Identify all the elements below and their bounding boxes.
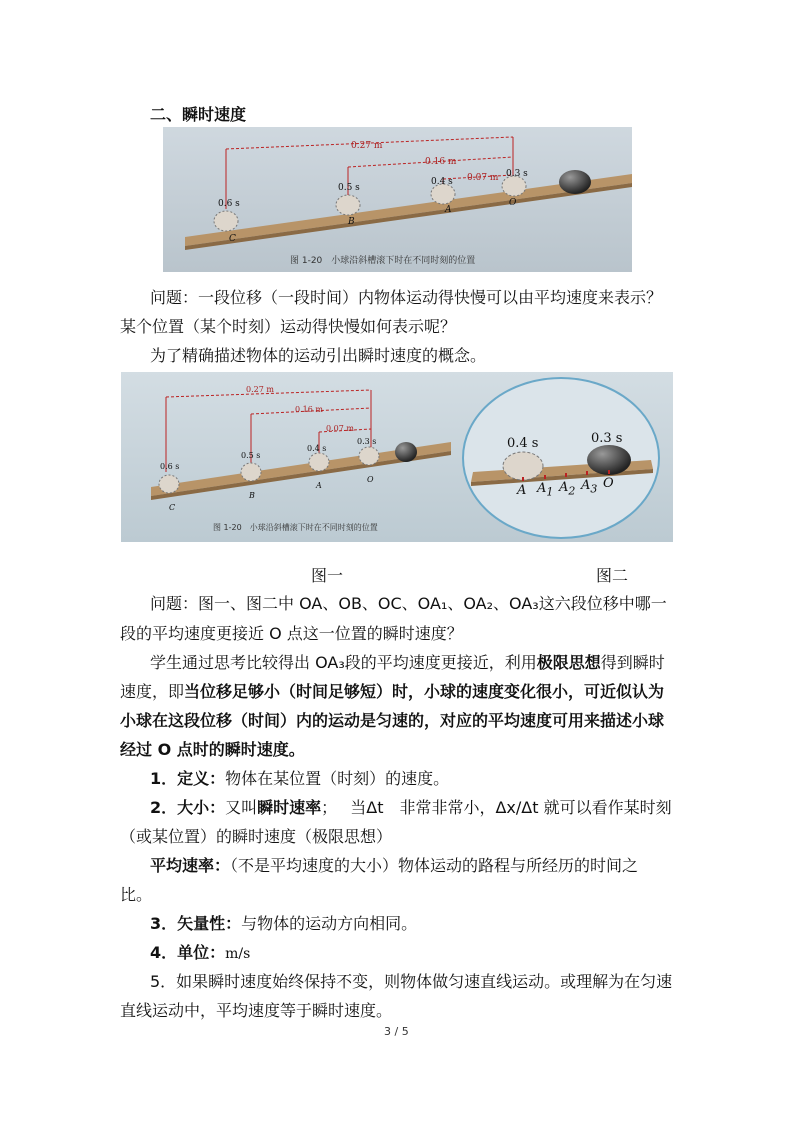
- figure-1-caption: 图 1-20 小球沿斜槽滚下时在不同时刻的位置: [290, 256, 476, 266]
- figure-2: [121, 372, 673, 542]
- average-rate-line-2: 比。: [120, 885, 153, 904]
- dist-label-007: 0.07 m: [467, 173, 499, 183]
- figure-2-label: 图二: [596, 566, 629, 585]
- time-label-a: 0.4 s: [431, 177, 453, 187]
- point-label-o: O: [367, 475, 374, 484]
- point-label-b: B: [249, 491, 255, 500]
- point-label-a: A: [445, 205, 452, 215]
- zoom-point-a2: $A_2$: [559, 480, 576, 498]
- dist-label-027: 0.27 m: [351, 141, 383, 151]
- time-label-c: 0.6 s: [160, 462, 180, 471]
- item-5-line-1: 5．如果瞬时速度始终保持不变，则物体做匀速直线运动。或理解为在匀速: [150, 972, 673, 991]
- item-2-magnitude: 2．大小：又叫瞬时速率； 当Δt 非常非常小，Δx/Δt 就可以看作某时刻: [150, 798, 672, 817]
- time-label-o: 0.3 s: [506, 169, 528, 179]
- average-rate-line-1: 平均速率：（不是平均速度的大小）物体运动的路程与所经历的时间之: [150, 856, 639, 875]
- figure-2-caption: 图 1-20 小球沿斜槽滚下时在不同时刻的位置: [213, 523, 378, 532]
- zoom-point-a3: $A_3$: [581, 478, 598, 496]
- zoom-point-a: A: [517, 483, 527, 498]
- point-label-a: A: [316, 481, 322, 490]
- figure-1: [163, 127, 632, 272]
- point-label-b: B: [348, 217, 355, 227]
- point-label-c: C: [229, 234, 236, 244]
- item-2-line-2: （或某位置）的瞬时速度（极限思想）: [120, 827, 393, 846]
- question-1-line-1: 问题：一段位移（一段时间）内物体运动得快慢可以由平均速度来表示？: [150, 288, 663, 307]
- dist-label-007: 0.07 m: [326, 424, 354, 433]
- time-label-a: 0.4 s: [307, 444, 327, 453]
- item-4-unit: 4．单位：m/s: [150, 943, 251, 962]
- paragraph-3-line-3: 小球在这段位移（时间）内的运动是匀速的，对应的平均速度可用来描述小球: [120, 711, 665, 730]
- paragraph-3-line-2: 速度，即当位移足够小（时间足够短）时，小球的速度变化很小，可近似认为: [120, 682, 665, 701]
- time-label-b: 0.5 s: [338, 183, 360, 193]
- time-label-o: 0.3 s: [357, 437, 377, 446]
- question-2-line-1: 问题：图一、图二中 OA、OB、OC、OA₁、OA₂、OA₃这六段位移中哪一: [150, 594, 667, 613]
- point-label-c: C: [169, 503, 176, 512]
- dist-label-016: 0.16 m: [295, 405, 323, 414]
- point-label-o: O: [509, 198, 517, 208]
- paragraph-3-line-4: 经过 O 点时的瞬时速度。: [120, 740, 305, 759]
- zoom-time-o: 0.3 s: [591, 431, 623, 446]
- zoom-point-a1: $A_1$: [537, 481, 554, 499]
- item-3-vector: 3．矢量性：与物体的运动方向相同。: [150, 914, 418, 933]
- paragraph-3-line-1: 学生通过思考比较得出 OA₃段的平均速度更接近，利用极限思想得到瞬时: [150, 653, 665, 672]
- page-number: 3 / 5: [384, 1025, 409, 1038]
- question-2-line-2: 段的平均速度更接近 O 点这一位置的瞬时速度？: [120, 624, 463, 643]
- item-5-line-2: 直线运动中，平均速度等于瞬时速度。: [120, 1001, 393, 1020]
- zoom-time-a: 0.4 s: [507, 436, 539, 451]
- time-label-b: 0.5 s: [241, 451, 261, 460]
- figure-2-illustration: [121, 372, 673, 542]
- time-label-c: 0.6 s: [218, 199, 240, 209]
- section-title: 二、瞬时速度: [150, 105, 247, 124]
- intro-paragraph: 为了精确描述物体的运动引出瞬时速度的概念。: [150, 346, 487, 365]
- zoom-point-o: O: [603, 476, 614, 491]
- dist-label-016: 0.16 m: [425, 157, 457, 167]
- dist-label-027: 0.27 m: [246, 385, 274, 394]
- question-1-line-2: 某个位置（某个时刻）运动得快慢如何表示呢？: [120, 317, 457, 336]
- figure-1-label: 图一: [311, 566, 344, 585]
- item-1-definition: 1．定义：物体在某位置（时刻）的速度。: [150, 769, 450, 788]
